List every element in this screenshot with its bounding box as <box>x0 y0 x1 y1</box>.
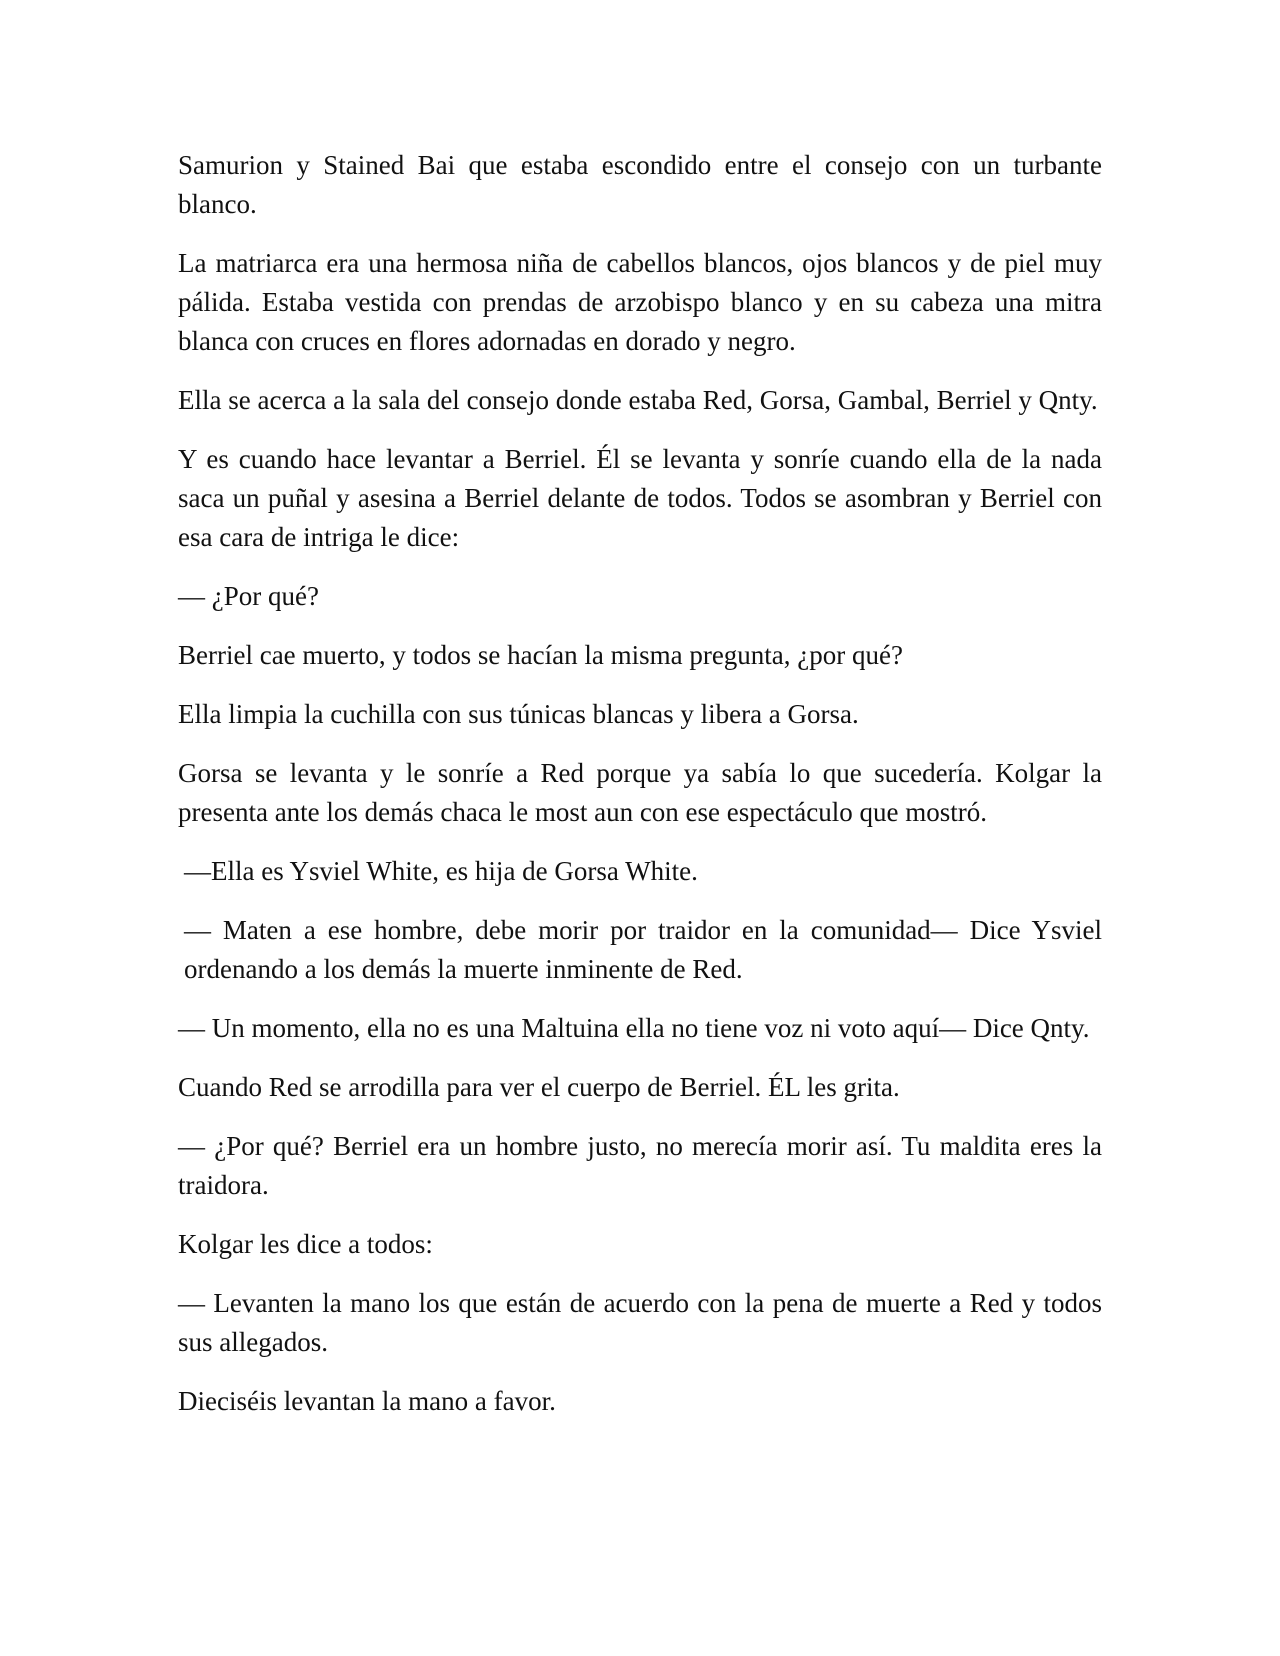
paragraph: Dieciséis levantan la mano a favor. <box>178 1386 556 1416</box>
paragraph: La matriarca era una hermosa niña de cabellos blancos, ojos blancos y de piel muy pálida. Estaba vestida con prendas de arzobispo blanco y en su cabeza una mitra blanca con cruces en flores adornadas en dorado y negro. <box>178 248 1102 356</box>
dialogue-line: — Maten a ese hombre, debe morir por traidor en la comunidad— Dice Ysviel ordenando a los demás la muerte inminente de Red. <box>184 915 1102 984</box>
document-body <box>178 146 1102 1441</box>
dialogue-line: — Levanten la mano los que están de acuerdo con la pena de muerte a Red y todos sus allegados. <box>178 1288 1102 1357</box>
paragraph: Samurion y Stained Bai que estaba escondido entre el consejo con un turbante blanco. <box>178 150 1102 219</box>
dialogue-line: —Ella es Ysviel White, es hija de Gorsa White. <box>184 856 698 886</box>
paragraph: Ella limpia la cuchilla con sus túnicas blancas y libera a Gorsa. <box>178 699 859 729</box>
dialogue-line: — ¿Por qué? <box>178 581 319 611</box>
paragraph: Ella se acerca a la sala del consejo donde estaba Red, Gorsa, Gambal, Berriel y Qnty. <box>178 385 1098 415</box>
paragraph: Kolgar les dice a todos: <box>178 1229 433 1259</box>
paragraph: Cuando Red se arrodilla para ver el cuerpo de Berriel. ÉL les grita. <box>178 1072 900 1102</box>
paragraph: Y es cuando hace levantar a Berriel. Él se levanta y sonríe cuando ella de la nada saca un puñal y asesina a Berriel delante de todos. Todos se asombran y Berriel con esa cara de intriga le dice: <box>178 444 1102 552</box>
dialogue-line: — Un momento, ella no es una Maltuina ella no tiene voz ni voto aquí— Dice Qnty. <box>178 1013 1090 1043</box>
dialogue-line: — ¿Por qué? Berriel era un hombre justo, no merecía morir así. Tu maldita eres la traidora. <box>178 1131 1102 1200</box>
paragraph: Berriel cae muerto, y todos se hacían la misma pregunta, ¿por qué? <box>178 640 903 670</box>
paragraph: Gorsa se levanta y le sonríe a Red porque ya sabía lo que sucedería. Kolgar la presenta ante los demás chaca le most aun con ese espectáculo que mostró. <box>178 758 1102 827</box>
